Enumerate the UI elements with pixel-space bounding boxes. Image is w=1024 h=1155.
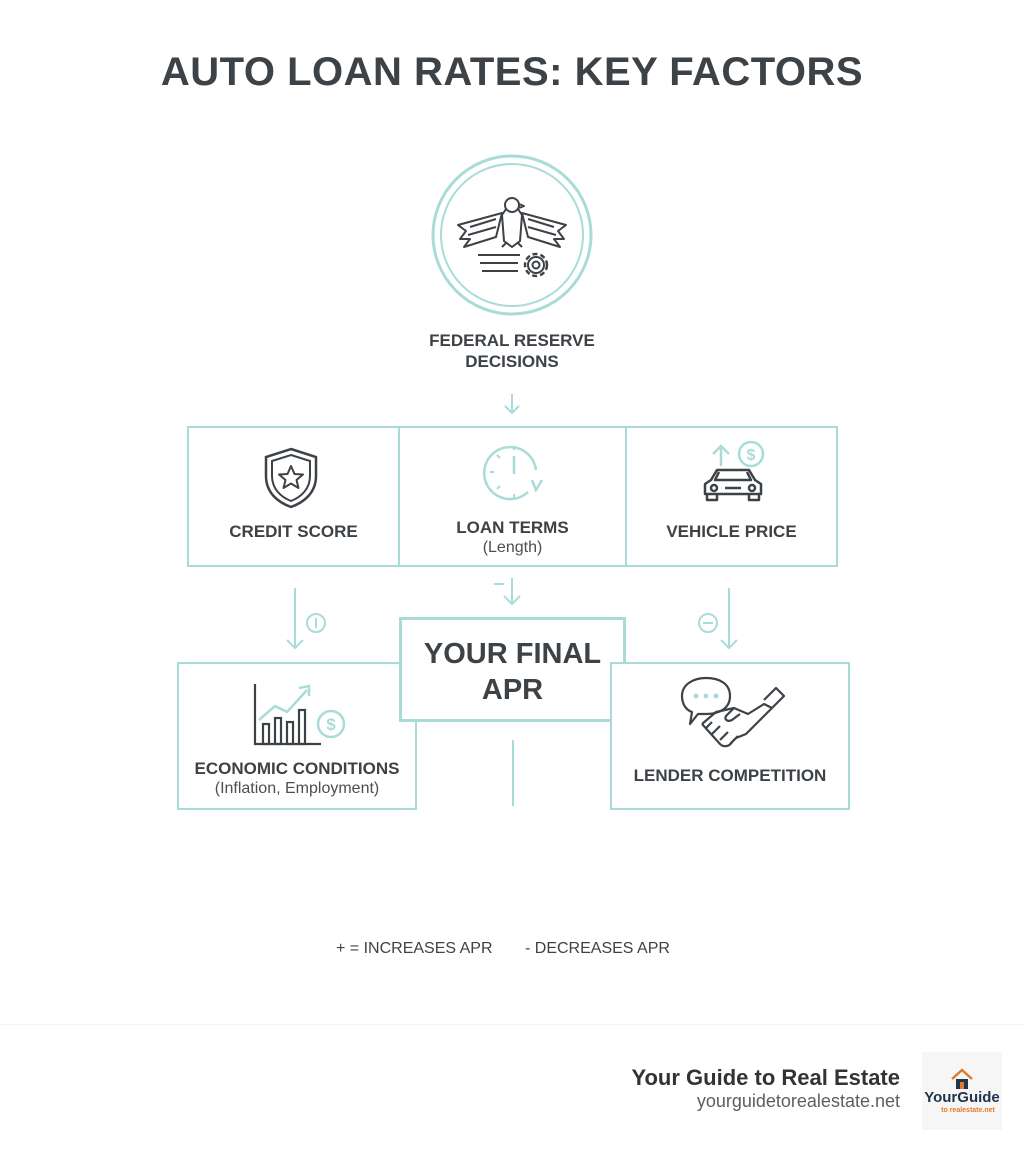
federal-reserve-icon (430, 153, 594, 317)
arrow-down-left-icon (282, 586, 332, 652)
car-price-icon (697, 438, 773, 510)
shield-star-icon (261, 446, 321, 510)
loan-terms-label: LOAN TERMS (456, 518, 569, 537)
svg-text:$: $ (326, 715, 336, 734)
final-apr-line2: APR (481, 674, 544, 706)
handshake-chat-icon (676, 674, 786, 754)
economic-conditions-sublabel: (Inflation, Employment) (214, 780, 380, 797)
federal-reserve-label (312, 330, 712, 372)
growth-chart-icon (251, 680, 351, 750)
connector-line (511, 740, 515, 808)
vehicle-price-label: VEHICLE PRICE (666, 522, 797, 541)
credit-score-box (187, 426, 400, 567)
brand-logo (922, 1052, 1002, 1130)
legend-increase: + = INCREASES APR (336, 940, 493, 957)
credit-score-label: CREDIT SCORE (229, 522, 358, 541)
lender-competition-label: LENDER COMPETITION (633, 766, 827, 785)
svg-text:to realestate.net: to realestate.net (941, 1107, 995, 1114)
house-logo-icon (950, 1068, 974, 1090)
svg-text:YourGuide: YourGuide (924, 1089, 1000, 1106)
brand-url[interactable]: yourguidetorealestate.net (696, 1091, 900, 1111)
arrow-down-middle-icon (490, 576, 530, 610)
arrow-down-icon (500, 392, 524, 416)
brand-name: Your Guide to Real Estate (631, 1065, 900, 1090)
legend-decrease: - DECREASES APR (525, 940, 670, 957)
arrow-down-right-icon (694, 586, 744, 652)
loan-terms-box (398, 426, 627, 567)
final-apr-box (399, 617, 626, 722)
page-title: AUTO LOAN RATES: KEY FACTORS (160, 50, 864, 94)
timer-icon (480, 440, 550, 506)
federal-reserve-text: FEDERAL RESERVE DECISIONS (429, 331, 595, 371)
lender-competition-box (610, 662, 850, 810)
logo-wordmark (924, 1088, 1000, 1118)
svg-text:$: $ (746, 447, 756, 464)
loan-terms-sublabel: (Length) (482, 539, 543, 556)
final-apr-line1: YOUR FINAL (423, 638, 602, 670)
economic-conditions-label: ECONOMIC CONDITIONS (194, 759, 400, 778)
vehicle-price-box (625, 426, 838, 567)
economic-conditions-box (177, 662, 417, 810)
